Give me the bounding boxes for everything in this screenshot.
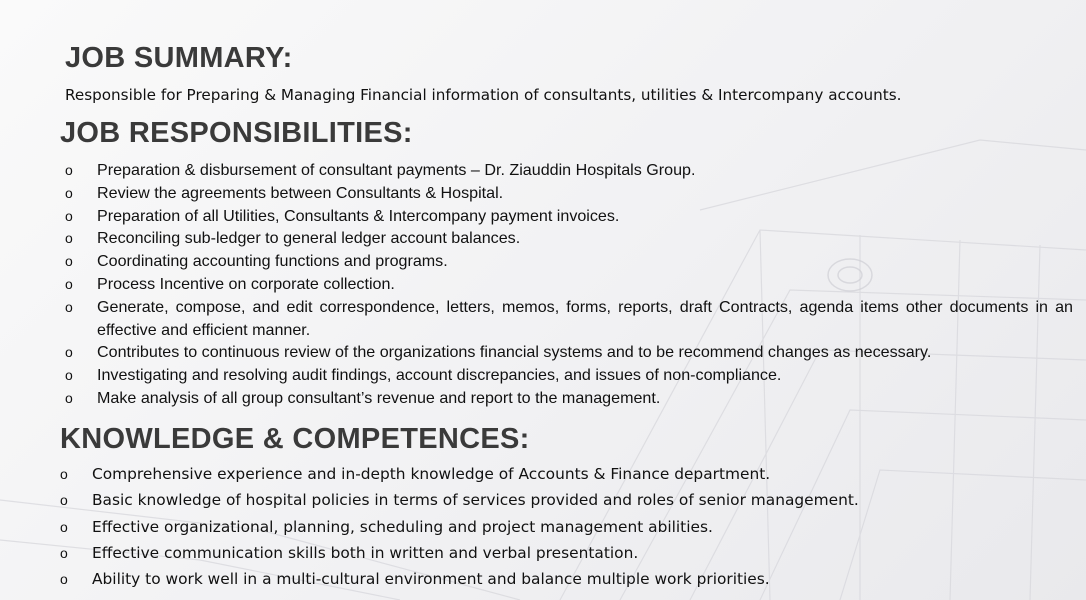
list-item-text: Ability to work well in a multi-cultural environment and balance multiple work priorities. <box>92 570 770 589</box>
list-item <box>63 387 1073 410</box>
list-item-text: Comprehensive experience and in-depth knowledge of Accounts & Finance department. <box>92 465 771 483</box>
list-item <box>63 296 1073 342</box>
list-item-text: Review the agreements between Consultants & Hospital. <box>97 183 504 202</box>
list-item-text: Preparation of all Utilities, Consultants & Intercompany payment invoices. <box>97 206 620 225</box>
bullet-icon: o <box>65 230 73 247</box>
list-item-text: Preparation & disbursement of consultant payments – Dr. Ziauddin Hospitals Group. <box>97 161 696 179</box>
bullet-icon: o <box>65 389 73 406</box>
bullet-icon: o <box>60 466 68 482</box>
list-item <box>58 461 1068 487</box>
bullet-icon: o <box>60 492 68 509</box>
list-item-text: Contributes to continuous review of the organizations financial systems and to be recommend changes as necessary. <box>97 343 932 362</box>
list-item <box>63 364 1073 387</box>
bullet-icon: o <box>65 275 73 292</box>
job-responsibilities-heading: JOB RESPONSIBILITIES: <box>60 117 413 149</box>
competences-list <box>58 461 1068 592</box>
list-item <box>63 273 1073 296</box>
bullet-icon: o <box>60 544 68 561</box>
bullet-icon: o <box>65 344 73 361</box>
bullet-icon: o <box>65 162 73 178</box>
bullet-icon: o <box>60 571 68 588</box>
job-summary-text: Responsible for Preparing & Managing Financial information of consultants, utilities & Intercompany accounts. <box>65 86 902 104</box>
list-item <box>58 514 1068 540</box>
list-item-text: Effective organizational, planning, scheduling and project management abilities. <box>92 517 713 536</box>
list-item-text: Process Incentive on corporate collection. <box>97 274 395 293</box>
job-summary-heading: JOB SUMMARY: <box>65 42 293 74</box>
responsibilities-list <box>63 159 1073 410</box>
list-item <box>63 227 1073 250</box>
bullet-icon: o <box>60 518 68 535</box>
list-item-text: Make analysis of all group consultant’s revenue and report to the management. <box>97 388 661 407</box>
list-item <box>58 487 1068 513</box>
list-item-text: Generate, compose, and edit correspondence, letters, memos, forms, reports, draft Contracts, agenda items other documents in an effective and efficient manner. <box>97 297 1073 339</box>
knowledge-competences-heading: KNOWLEDGE & COMPETENCES: <box>60 423 530 455</box>
list-item <box>58 540 1068 566</box>
list-item <box>63 159 1073 182</box>
list-item-text: Reconciling sub-ledger to general ledger account balances. <box>97 229 521 248</box>
bullet-icon: o <box>65 207 73 224</box>
bullet-icon: o <box>65 367 73 384</box>
list-item-text: Basic knowledge of hospital policies in terms of services provided and roles of senior management. <box>92 491 859 510</box>
bullet-icon: o <box>65 184 73 201</box>
list-item <box>63 182 1073 205</box>
list-item-text: Investigating and resolving audit findings, account discrepancies, and issues of non-compliance. <box>97 366 782 385</box>
list-item <box>63 205 1073 228</box>
list-item <box>63 250 1073 273</box>
list-item <box>58 566 1068 592</box>
list-item-text: Coordinating accounting functions and programs. <box>97 252 448 271</box>
bullet-icon: o <box>65 298 73 315</box>
list-item-text: Effective communication skills both in written and verbal presentation. <box>92 543 639 562</box>
bullet-icon: o <box>65 253 73 270</box>
list-item <box>63 341 1073 364</box>
